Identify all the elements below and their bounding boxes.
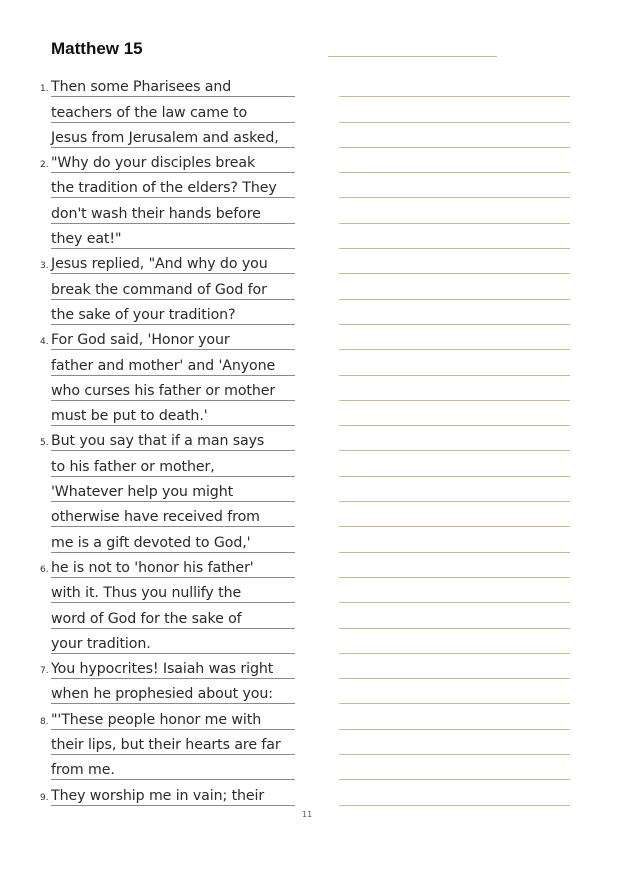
verse-text: "'These people honor me with — [51, 711, 262, 728]
blank-writing-line — [339, 401, 570, 426]
verse-text: Jesus from Jerusalem and asked, — [51, 129, 279, 146]
blank-writing-line — [339, 350, 570, 375]
blank-writing-line — [339, 553, 570, 578]
blank-writing-line — [339, 325, 570, 350]
blank-writing-line — [339, 654, 570, 679]
blank-writing-line — [339, 148, 570, 173]
blank-writing-line — [339, 780, 570, 805]
verse-line — [0, 780, 300, 805]
verse-text-column — [0, 72, 300, 806]
verse-text: your tradition. — [51, 635, 151, 652]
writing-lines-column — [339, 72, 570, 806]
page-number: 11 — [302, 810, 313, 819]
blank-writing-line — [339, 502, 570, 527]
verse-line — [0, 224, 300, 249]
verse-text: from me. — [51, 762, 115, 779]
verse-line — [0, 679, 300, 704]
verse-line — [0, 123, 300, 148]
blank-writing-line — [339, 527, 570, 552]
verse-number: 1. — [40, 84, 49, 95]
verse-line — [0, 502, 300, 527]
blank-writing-line — [339, 704, 570, 729]
verse-line — [0, 173, 300, 198]
verse-line — [0, 350, 300, 375]
verse-number: 7. — [40, 666, 49, 677]
verse-line — [0, 553, 300, 578]
verse-text: You hypocrites! Isaiah was right — [51, 661, 274, 678]
verse-text: teachers of the law came to — [51, 104, 248, 121]
verse-line — [0, 198, 300, 223]
verse-line — [0, 451, 300, 476]
verse-text: Jesus replied, "And why do you — [51, 256, 268, 273]
blank-writing-line — [339, 679, 570, 704]
title-writing-line — [328, 56, 497, 57]
verse-number: 6. — [40, 564, 49, 575]
blank-writing-line — [339, 477, 570, 502]
blank-writing-line — [339, 578, 570, 603]
verse-line — [0, 148, 300, 173]
verse-text: They worship me in vain; their — [51, 787, 265, 804]
verse-text: when he prophesied about you: — [51, 686, 273, 703]
verse-line — [0, 527, 300, 552]
verse-text: otherwise have received from — [51, 509, 260, 526]
verse-number: 4. — [40, 337, 49, 348]
verse-number: 3. — [40, 261, 49, 272]
verse-line — [0, 704, 300, 729]
verse-line — [0, 249, 300, 274]
verse-text: word of God for the sake of — [51, 610, 242, 627]
blank-writing-line — [339, 300, 570, 325]
blank-writing-line — [339, 730, 570, 755]
verse-text: with it. Thus you nullify the — [51, 585, 242, 602]
verse-text: he is not to 'honor his father' — [51, 559, 254, 576]
verse-text: don't wash their hands before — [51, 205, 261, 222]
blank-writing-line — [339, 173, 570, 198]
blank-writing-line — [339, 451, 570, 476]
blank-writing-line — [339, 224, 570, 249]
verse-text: who curses his father or mother — [51, 382, 276, 399]
verse-line — [0, 274, 300, 299]
verse-line — [0, 376, 300, 401]
verse-line — [0, 578, 300, 603]
verse-text: the tradition of the elders? They — [51, 180, 277, 197]
verse-number: 9. — [40, 792, 49, 803]
verse-text: me is a gift devoted to God,' — [51, 534, 251, 551]
verse-line — [0, 401, 300, 426]
verse-number: 8. — [40, 716, 49, 727]
verse-line — [0, 755, 300, 780]
blank-writing-line — [339, 755, 570, 780]
verse-line — [0, 654, 300, 679]
verse-line — [0, 730, 300, 755]
verse-text: their lips, but their hearts are far — [51, 737, 281, 754]
verse-line — [0, 72, 300, 97]
verse-line — [0, 477, 300, 502]
verse-line — [0, 603, 300, 628]
blank-writing-line — [339, 426, 570, 451]
blank-writing-line — [339, 97, 570, 122]
blank-writing-line — [339, 249, 570, 274]
blank-writing-line — [339, 376, 570, 401]
verse-text: must be put to death.' — [51, 408, 208, 425]
verse-text: break the command of God for — [51, 281, 267, 298]
blank-writing-line — [339, 198, 570, 223]
page-title: Matthew 15 — [51, 39, 143, 58]
text-underline — [51, 805, 295, 806]
verse-text: "Why do your disciples break — [51, 155, 256, 172]
blank-writing-line — [339, 72, 570, 97]
blank-writing-line — [339, 629, 570, 654]
verse-text: father and mother' and 'Anyone — [51, 357, 276, 374]
verse-text: 'Whatever help you might — [51, 484, 234, 501]
verse-text: But you say that if a man says — [51, 433, 265, 450]
verse-text: Then some Pharisees and — [51, 79, 232, 96]
verse-text: they eat!" — [51, 231, 122, 248]
blank-writing-line — [339, 123, 570, 148]
verse-line — [0, 97, 300, 122]
verse-line — [0, 629, 300, 654]
verse-line — [0, 426, 300, 451]
verse-line — [0, 325, 300, 350]
blank-writing-line — [339, 603, 570, 628]
verse-text: the sake of your tradition? — [51, 306, 236, 323]
verse-number: 5. — [40, 438, 49, 449]
verse-line — [0, 300, 300, 325]
verse-number: 2. — [40, 160, 49, 171]
blank-writing-line — [339, 274, 570, 299]
verse-text: For God said, 'Honor your — [51, 332, 230, 349]
verse-text: to his father or mother, — [51, 458, 215, 475]
